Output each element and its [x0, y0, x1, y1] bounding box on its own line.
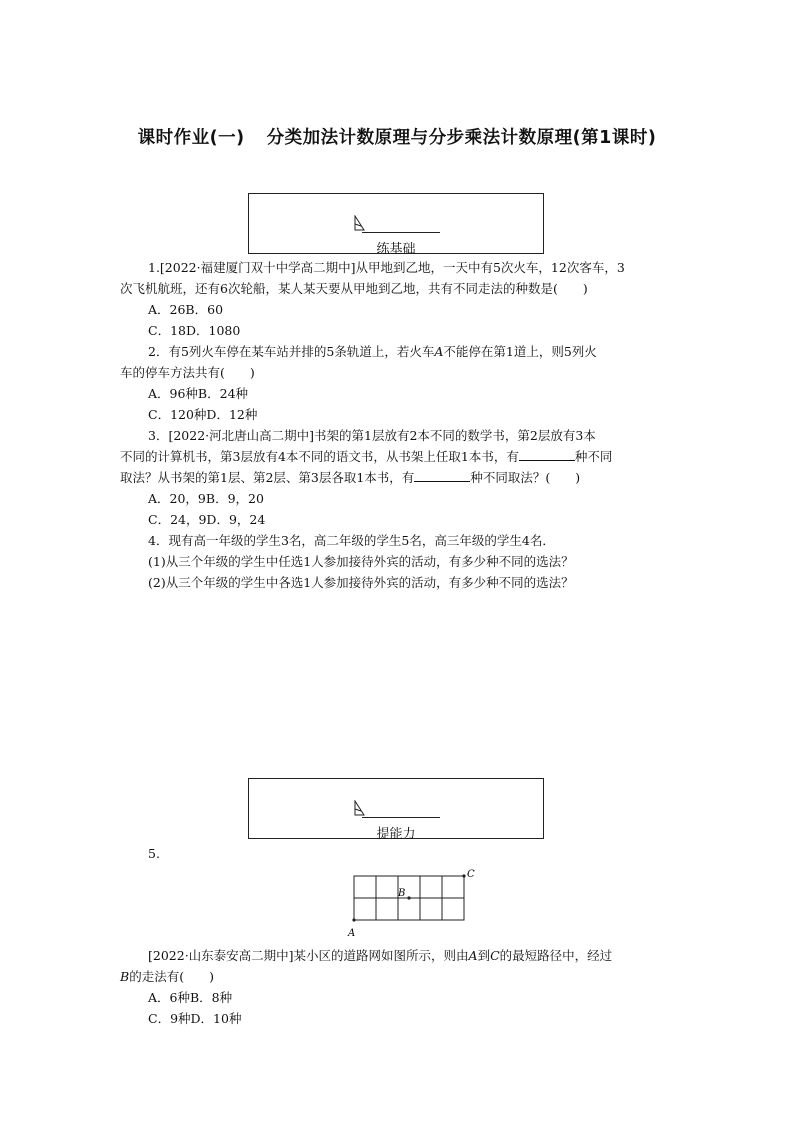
banner-rule: [362, 232, 440, 233]
q5-number: 5.: [148, 846, 160, 861]
label-b: B: [398, 888, 406, 899]
q1-line2: 次飞机航班，还有6次轮船，某人某天要从甲地到乙地，共有不同走法的种数是( ): [120, 281, 588, 296]
q1-options-cd: C．18D．1080: [148, 323, 241, 338]
banner-rule: [362, 817, 440, 818]
q2-line1: 2．有5列火车停在某车站并排的5条轨道上，若火车A不能停在第1道上，则5列火: [148, 344, 597, 359]
q3-line2: 不同的计算机书，第3层放有4本不同的语文书，从书架上任取1本书，有 种不同: [120, 449, 613, 464]
q1-options-ab: A．26B．60: [148, 302, 224, 317]
q1-line1: 1.[2022·福建厦门双十中学高二期中]从甲地到乙地，一天中有5次火车，12次客车，3: [148, 260, 625, 275]
point-c: [462, 874, 465, 877]
q3-options-cd: C．24，9D．9，24: [148, 512, 266, 527]
q3-line3: 取法？从书架的第1层、第2层、第3层各取1本书，有 种不同取法？( ): [120, 470, 581, 485]
section-label: 提能力: [376, 827, 416, 842]
point-a: [352, 918, 355, 921]
q4-sub2: (2)从三个年级的学生中各选1人参加接待外宾的活动，有多少种不同的选法？: [148, 575, 574, 590]
answer-blank: [519, 448, 575, 461]
q3-options-ab: A．20，9B．9，20: [148, 491, 264, 506]
section-banner-advanced: [248, 778, 544, 842]
label-a: A: [348, 928, 356, 938]
q2-options-cd: C．120种D．12种: [148, 407, 258, 422]
sailboat-icon: [353, 215, 365, 231]
q3-line1: 3．[2022·河北唐山高二期中]书架的第1层放有2本不同的数学书，第2层放有3本: [148, 428, 596, 443]
label-c: C: [467, 869, 475, 880]
answer-blank: [414, 469, 470, 482]
point-b: [407, 896, 410, 899]
section-banner-basic: [248, 193, 544, 257]
page-title: [0, 124, 794, 149]
road-network-figure: [343, 866, 483, 938]
q5-options-cd: C．9种D．10种: [148, 1011, 242, 1026]
title-part2: 分类加法计数原理与分步乘法计数原理(第1课时): [266, 128, 657, 148]
q4-sub1: (1)从三个年级的学生中任选1人参加接待外宾的活动，有多少种不同的选法？: [148, 554, 574, 569]
q4-line1: 4．现有高一年级的学生3名，高二年级的学生5名，高三年级的学生4名．: [148, 533, 555, 548]
q5-options-ab: A．6种B．8种: [148, 990, 233, 1005]
sailboat-icon: [353, 800, 365, 816]
title-part1: 课时作业(一): [137, 128, 245, 148]
q5-line2: B的走法有( ): [120, 969, 214, 984]
section-label: 练基础: [376, 242, 416, 257]
q2-options-ab: A．96种B．24种: [148, 386, 249, 401]
q5-line1: [2022·山东泰安高二期中]某小区的道路网如图所示，则由A到C的最短路径中，经过: [148, 948, 613, 963]
q2-line2: 车的停车方法共有( ): [120, 365, 255, 380]
